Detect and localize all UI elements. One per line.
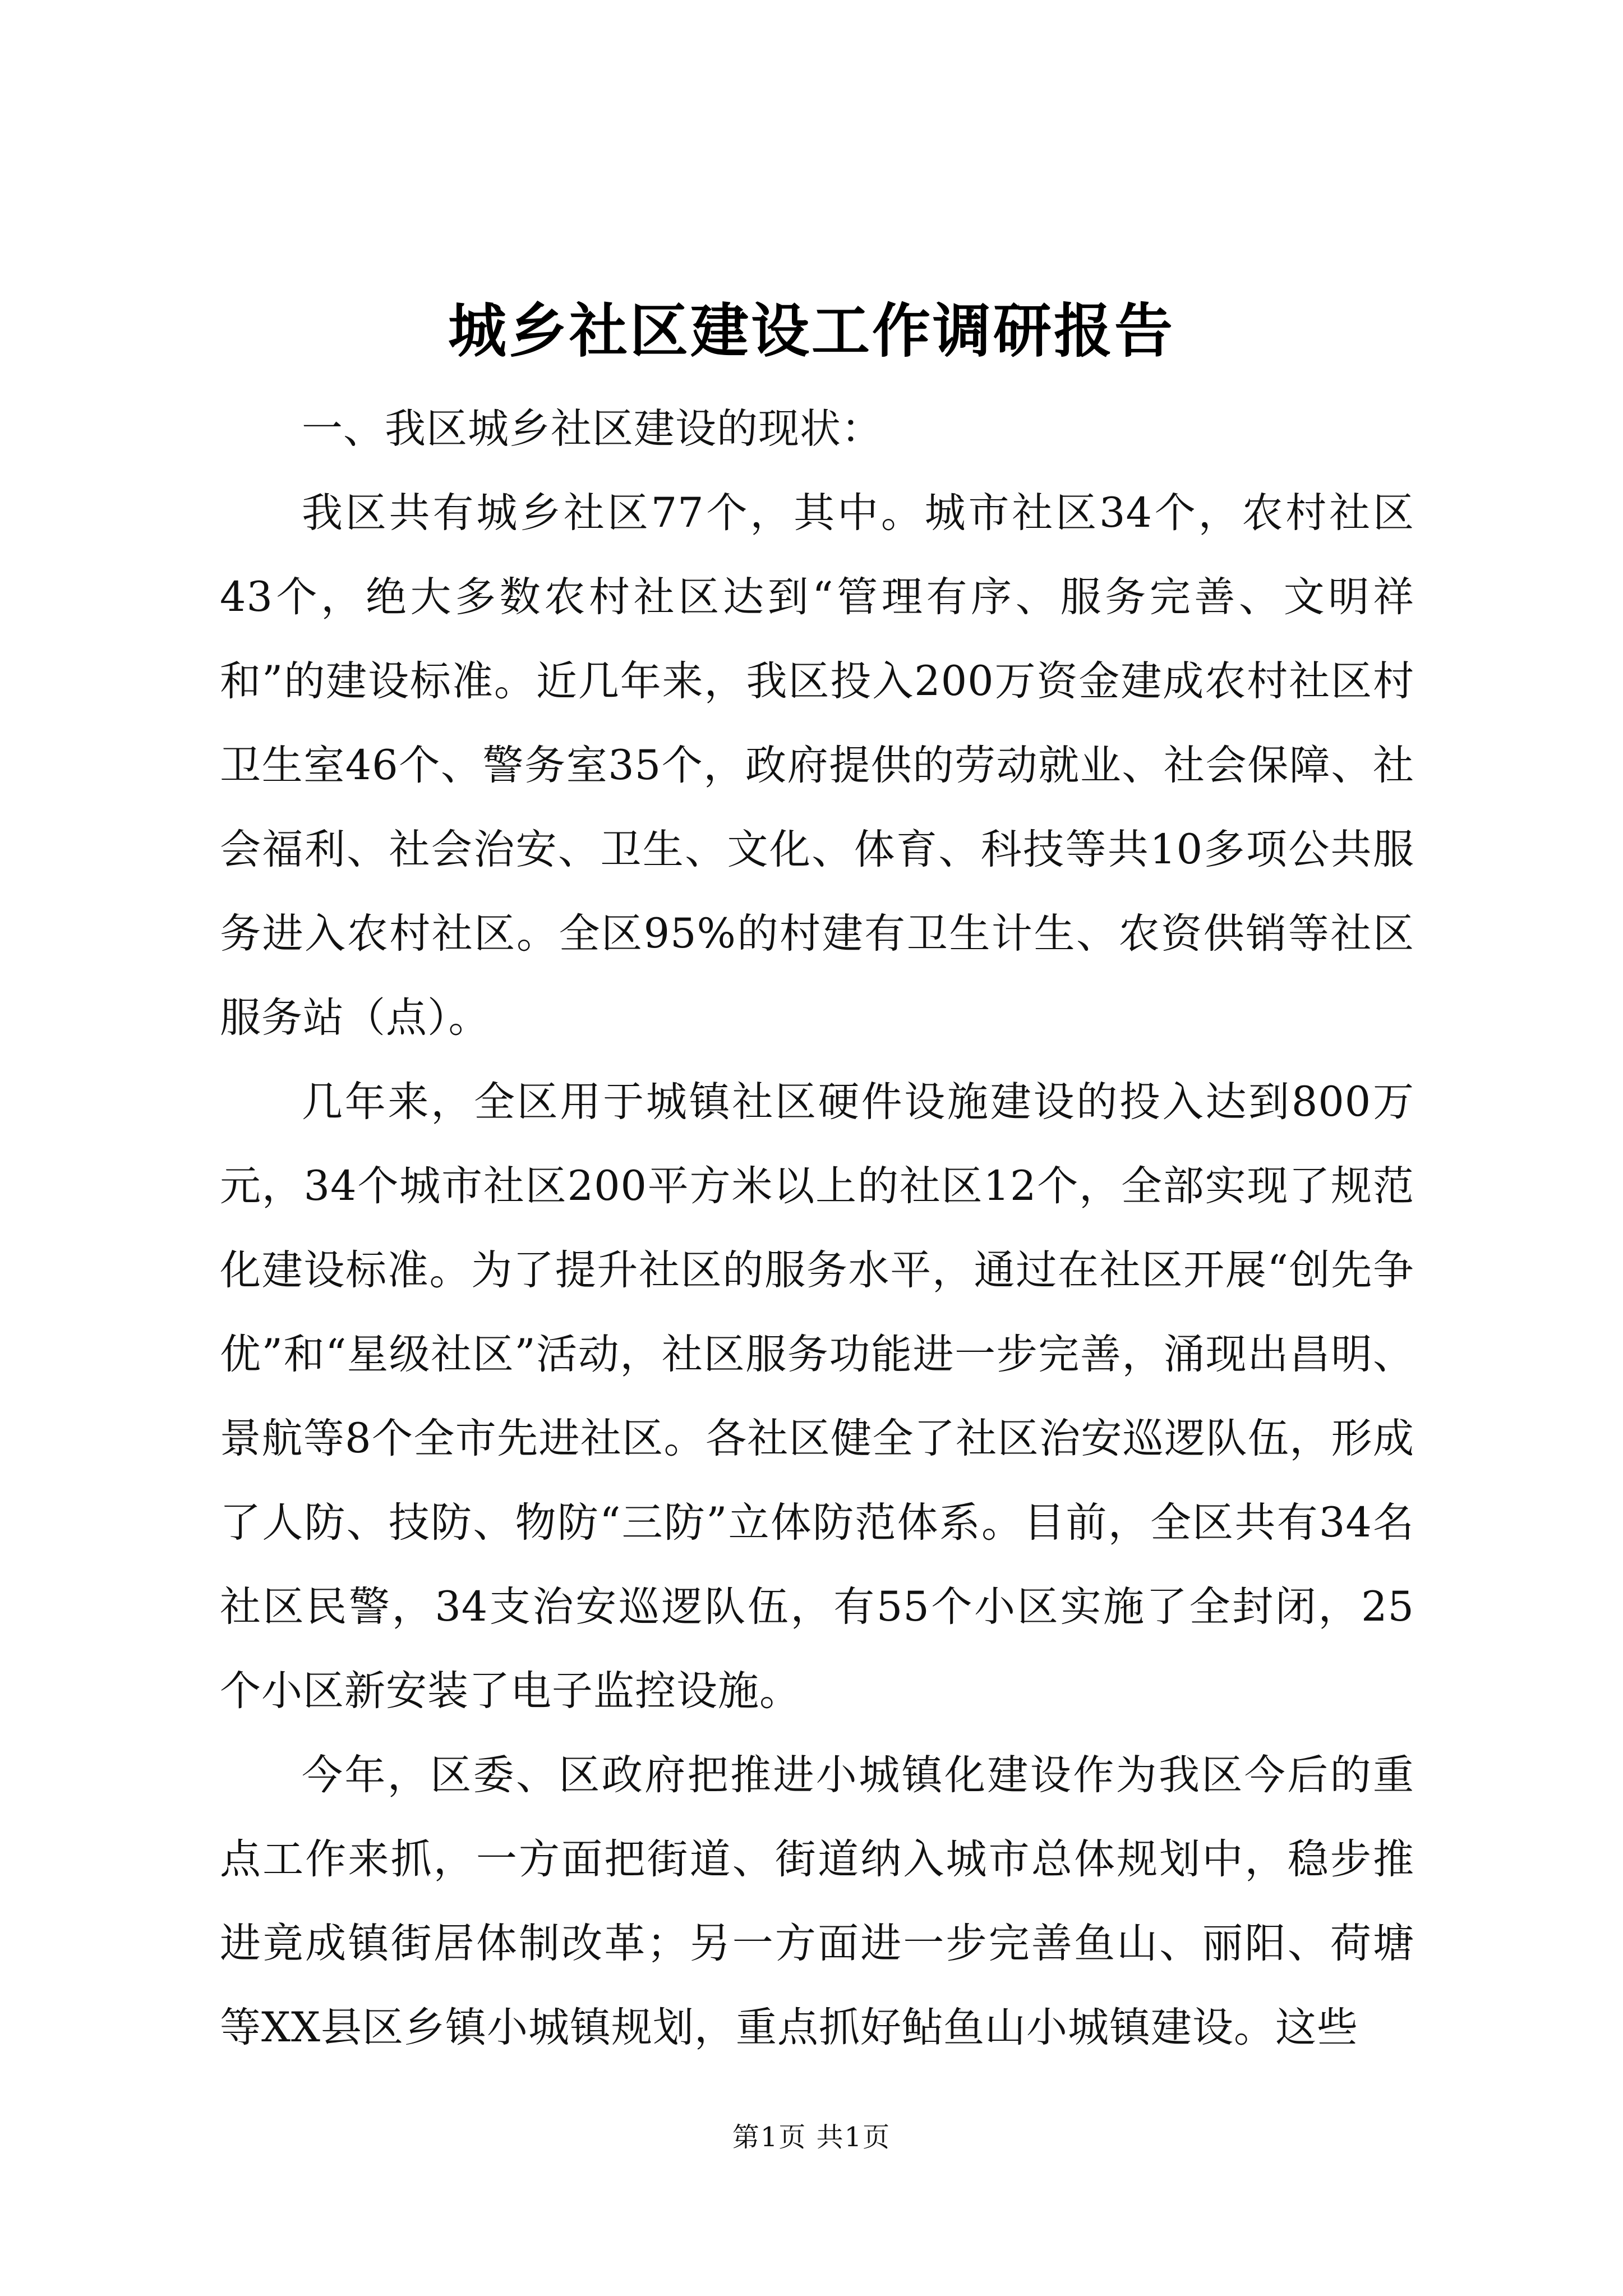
document-title: 城乡社区建设工作调研报告 <box>448 297 1175 365</box>
section-heading: 一、我区城乡社区建设的现状： <box>302 405 883 453</box>
paragraph-2: 几年来，全区用于城镇社区硬件设施建设的投入达到800万元，34个城市社区200平方米以上的社区12个，全部实现了规范化建设标准。为了提升社区的服务水平，通过在社区开展“创先争优”和“星级社区”活动，社区服务功能进一步完善，涌现出昌明、景航等8个全市先进社区。各社区健全了社区治安巡逻队伍，形成了人防、技防、物防“三防”立体防范体系。目前，全区共有34名社区民警，34支治安巡逻队伍，有55个小区实施了全封闭，25个小区新安装了电子监控设施。 <box>220 1078 1414 1715</box>
paragraph-1: 我区共有城乡社区77个，其中。城市社区34个，农村社区43个，绝大多数农村社区达到“管理有序、服务完善、文明祥和”的建设标准。近几年来，我区投入200万资金建成农村社区村卫生室46个、警务室35个，政府提供的劳动就业、社会保障、社会福利、社会治安、卫生、文化、体育、科技等共10多项公共服务进入农村社区。全区95%的村建有卫生计生、农资供销等社区服务站（点）。 <box>220 489 1414 1042</box>
page-footer: 第1页 共1页 <box>732 2122 891 2153</box>
paragraph-3: 今年，区委、区政府把推进小城镇化建设作为我区今后的重点工作来抓，一方面把街道、街道纳入城市总体规划中，稳步推进竟成镇街居体制改革；另一方面进一步完善鱼山、丽阳、荷塘等XX县区乡镇小城镇规划，重点抓好鲇鱼山小城镇建设。这些 <box>220 1751 1414 2051</box>
document-body <box>220 387 1414 2070</box>
